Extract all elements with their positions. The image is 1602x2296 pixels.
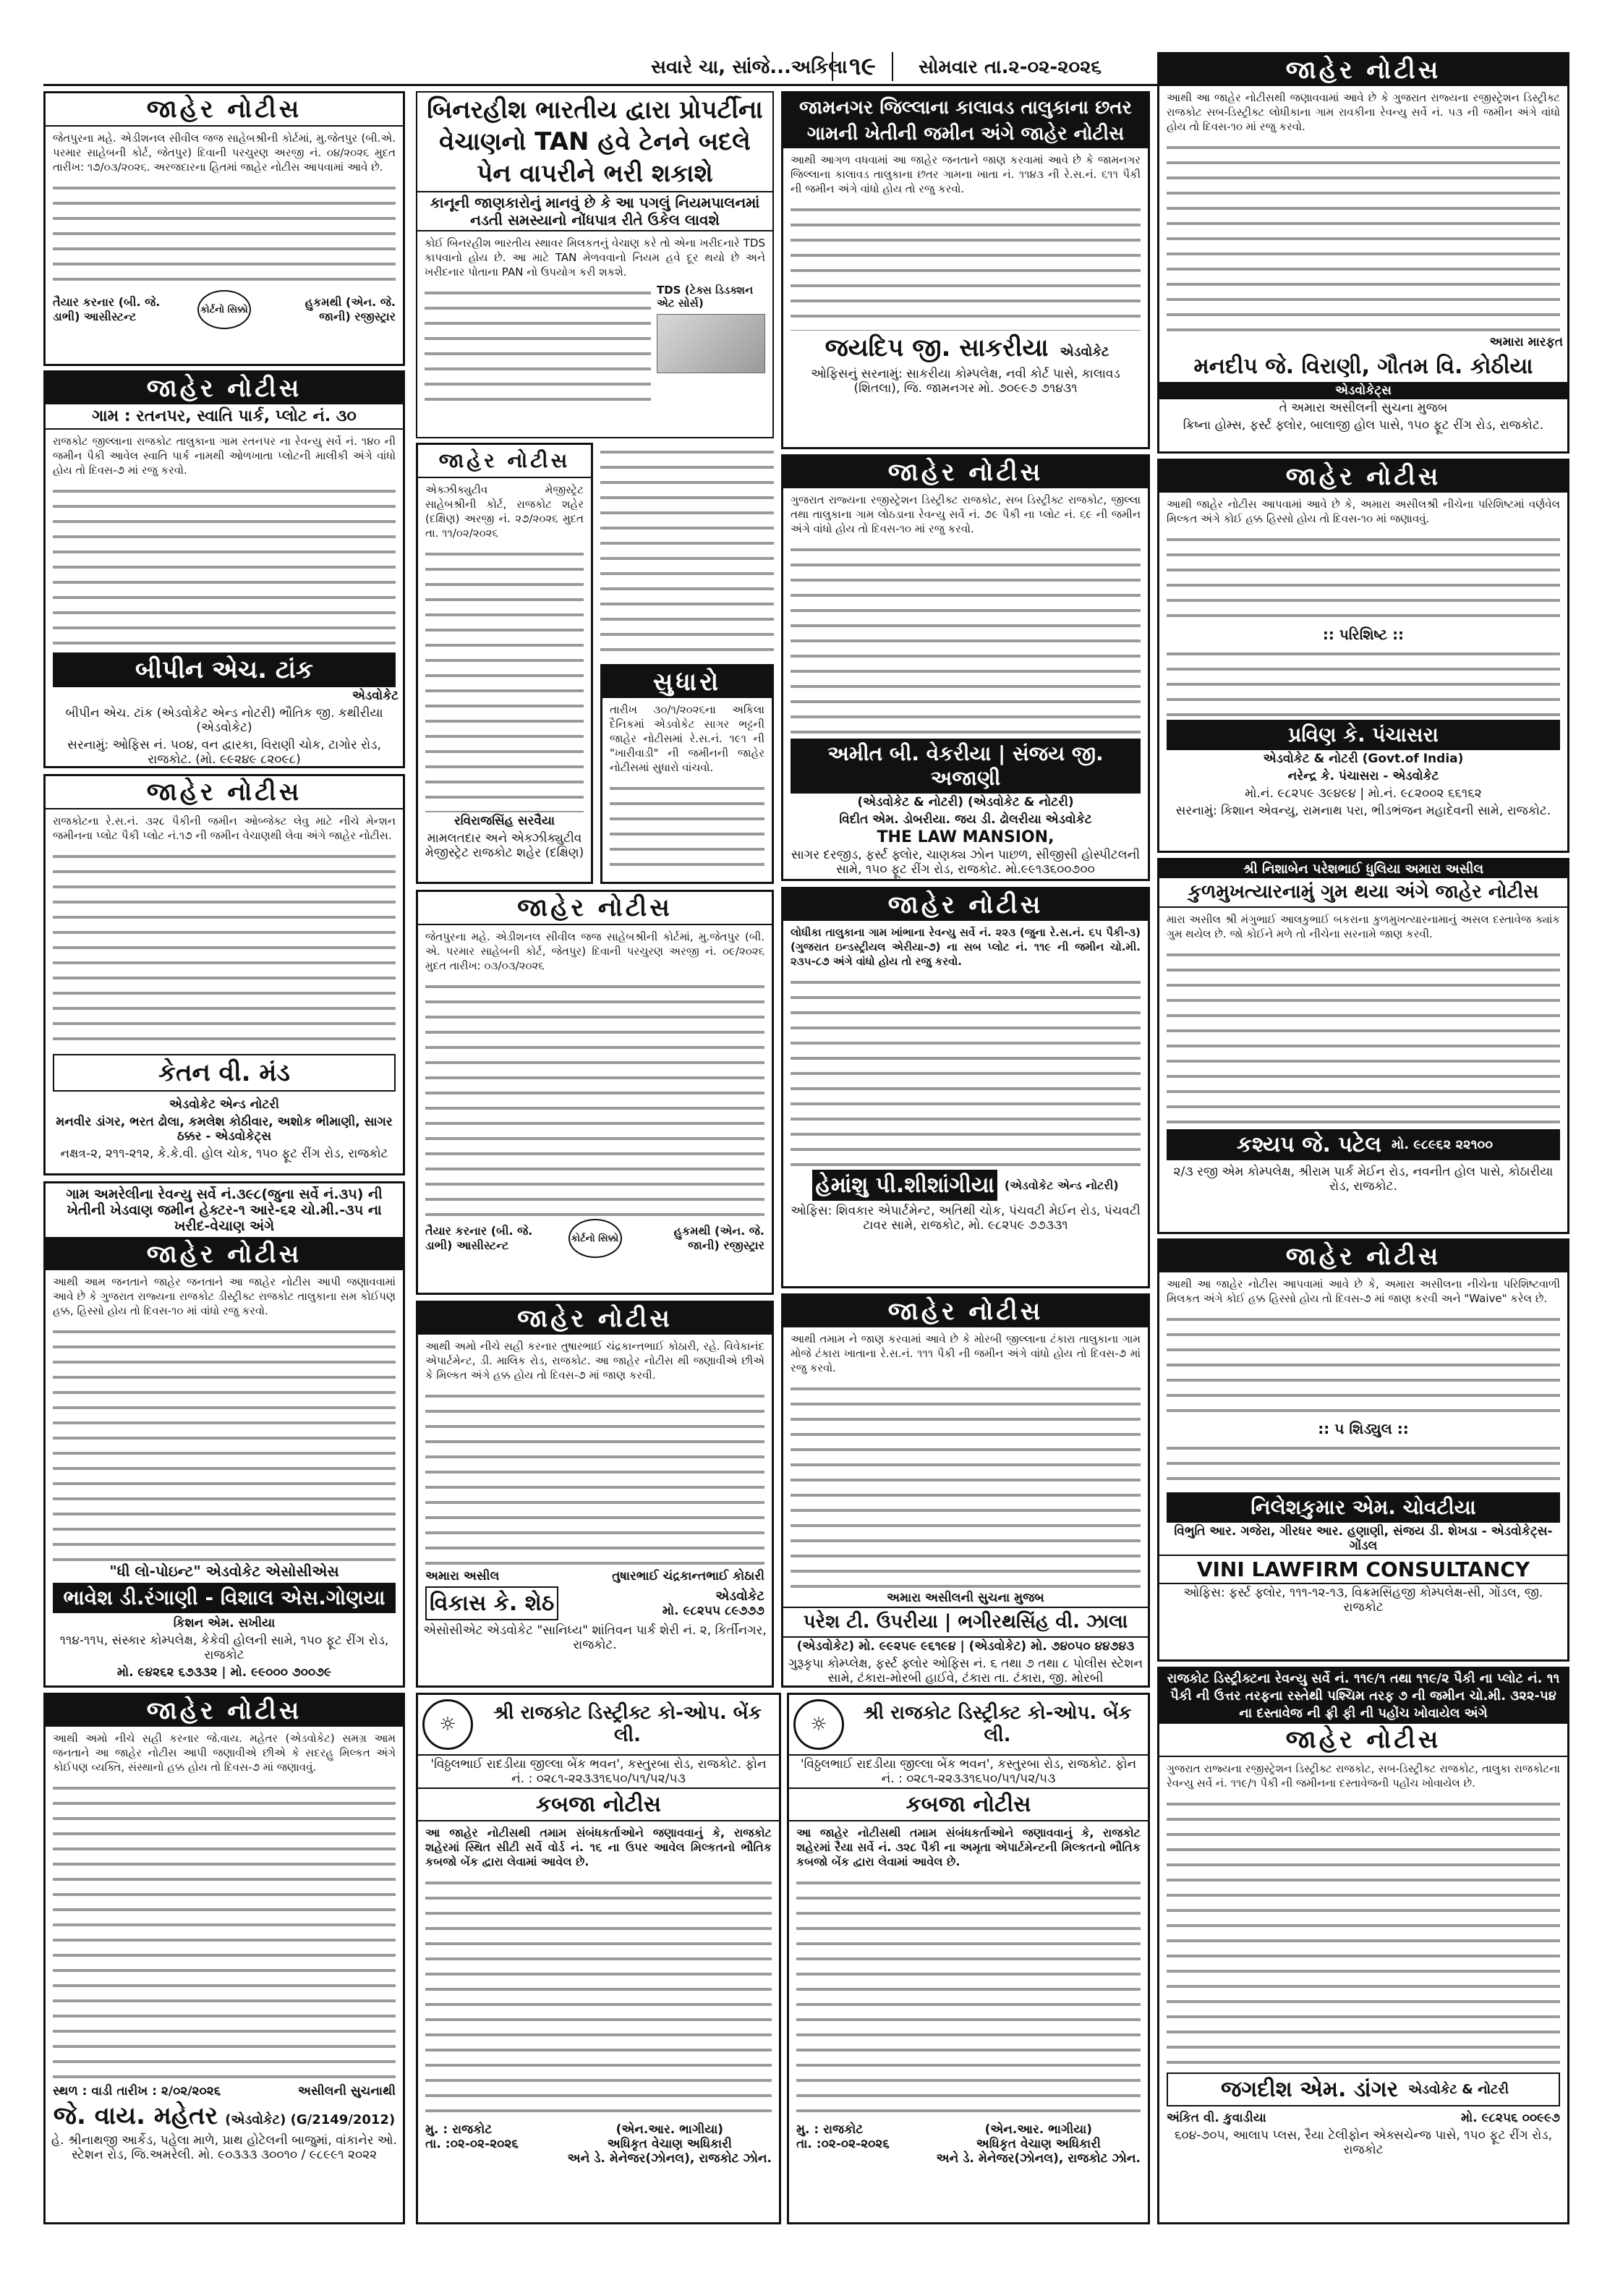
notice-body: આથી તમામ ને જાણ કરવામાં આવે છે કે મોરબી જીલ્લાના ટંકારા તાલુકાના ગામ મોજે ટંકારા ખાતાના રે.સ.નં. ૧૧૧ પૈકી ની જમીન અંગે વાંધો હોય તો દિવસ-૭ માં રજુ કરવો. [791, 1332, 1141, 1374]
article-nri-property-tan [416, 91, 774, 438]
advocate-address: ૬૦૪-૭૦૫, આલાપ પ્લસ, રૈયા ટેલીફોન એક્સચેન્જ પાસે, ૧૫૦ ફૂટ રીંગ રોડ, રાજકોટ [1174, 2128, 1552, 2157]
associate-advocate: નરેન્દ્ર કે. પંચાસરા - એડવોકેટ [1287, 769, 1439, 783]
advocate-signature: બીપીન એચ. ટાંક [53, 652, 396, 687]
advocate-signature: નિલેશકુમાર એમ. ચોવટીયા [1167, 1492, 1560, 1523]
notice-body: આથી અમો નીચે સહી કરનાર જે.વાય. મહેતર (એડવોકેટ) સમગ્ર આમ જનતાને આ જાહેર નોટીસ આપી જણાવીએ છીએ કે સદરહુ મિલ્કત અંગે કોઈપણ વ્યક્તિ, સંસ્થાનો હક્ક હોય તો દિવસ-૭ માં જણાવવું. [53, 1732, 396, 1774]
tds-label: TDS (ટેક્સ ડિડક્શન એટ સોર્સ) [657, 284, 754, 310]
notice-banner: શ્રી નિશાબેન પરેશભાઈ ધુલિયા અમારા અસીલ [1159, 860, 1567, 878]
advocate-signature: વિકાસ કે. શેઠ [425, 1586, 558, 1620]
officer-name: (એન.આર. ભાગીયા) [984, 2122, 1093, 2137]
notice-title: જાહેર નોટીસ [46, 776, 403, 809]
notice-body: આથી આગળ વધવામાં આ જાહેર જનતાને જાણ કરવામાં આવે છે કે જામનગર જિલ્લાના કાલાવડ તાલુકાના છતર ગામના ખાતા નં. ૧૧૪૩ ની રે.સ.નં. ૬૧૧ પૈકી ની જમીન અંગે વાંધો હોય તો રજુ કરવો. [791, 153, 1141, 195]
notice-body: આથી જાહેર નોટીસ આપવામાં આવે છે કે, અમારા અસીલશ્રી નીચેના પરિશિષ્ટમાં વર્ણવેલ મિલ્કત અંગે કોઈ હક્ક હિસ્સો હોય તો દિવસ-૧૦ માં જણાવવું. [1167, 498, 1560, 525]
notice-text-block [53, 482, 396, 648]
advocate-address: સરનામું: ઓફિસ નં. ૫૦૪, વન દ્વારકા, વિરાણી ચોક, ટાગોર રોડ, રાજકોટ. (મો. ૯૯૨૪૯ ૮૨૦૯૮) [67, 738, 381, 767]
bank-name: શ્રી રાજકોટ ડિસ્ટ્રીક્ટ કો-ઓપ. બેંક લી. [863, 1702, 1132, 1746]
notice-title: જાહેર નોટીસ [46, 93, 403, 127]
notice-lost-poa [1157, 858, 1569, 1234]
notice-place: મુ. : રાજકોટ [425, 2122, 493, 2137]
advocate-names: બીપીન એચ. ટાંક (એડવોકેટ એન્ડ નોટરી) ભૌતિક જી. કથીરીયા (એડવોકેટ) [65, 706, 383, 735]
notice-date: તા. :૦૨-૦૨-૨૦૨૬ [796, 2137, 890, 2151]
notice-title: જાહેર નોટીસ [46, 373, 403, 404]
notice-date-place: સ્થળ : વાડી તારીખ : ૨/૦૨/૨૦૨૬ [53, 2084, 221, 2099]
notice-text-block [425, 1874, 772, 2119]
notice-title: જાહેર નોટીસ [783, 456, 1148, 488]
advocate-address: સરનામું: કિશાન એવન્યુ, રામનાથ પરા, ભીડભંજન મહાદેવની સામે, રાજકોટ. [1175, 804, 1551, 818]
notice-khambha [781, 887, 1150, 1288]
notice-body: રાજકોટના રે.સ.નં. ૩૨૮ પૈકીની જમીન ઓબ્જેક્ટ લેવુ માટે નીચે મેન્શન જમીનના પ્લોટ પૈકી પ્લોટ નં.૧૭ ની જમીન વેચાણથી લેવા અંગે જાહેર નોટીસ. [53, 815, 396, 842]
advocate-address: સાગર દરજીડ, ફર્સ્ટ ફ્લોર, ચાણક્ય ઝોન પાછળ, સીજીસી હોસ્પીટલની સામે, ૧૫૦ ફૂટ રીંગ રોડ, રાજકોટ. મો.૯૯૧૩૬૦૦૭૦૦ [791, 848, 1141, 877]
advocate-address: ૨/૩ રજી એમ કોમ્પલેક્ષ, શ્રીરામ પાર્ક મેઈન રોડ, નવનીત હોલ પાસે, કોઠારીયા રોડ, રાજકોટ. [1173, 1165, 1554, 1194]
notice-body: એક્ઝીક્યુટીવ મેજીસ્ટ્રેટ સાહેબશ્રીની કોર્ટ, રાજકોટ શહેર (દક્ષિણ) અરજી નં. ૨૭/૨૦૨૬ મુદત તા. ૧૧/૦૨/૨૦૨૬ [425, 483, 584, 540]
advocate-address: એસોસીએટ એડવોકેટ "સાનિધ્ય" શાંતિવન પાર્ક શેરી નં. ૨, કિર્તીનગર, રાજકોટ. [423, 1623, 767, 1652]
notice-title: જાહેર નોટીસ [46, 1238, 403, 1270]
officer-title: અધિકૃત વેચાણ અધિકારી [607, 2137, 732, 2151]
notice-ravki [1157, 52, 1569, 454]
notice-jetpur-court-1 [43, 91, 405, 366]
advocate-signature: ભાવેશ ડી.રંગાણી - વિશાલ એસ.ગોણયા [53, 1583, 396, 1613]
notice-text-block [791, 540, 1141, 736]
law-firm: "ધી લો-પોઇન્ટ" એડવોકેટ એસોસીએસ [109, 1562, 339, 1580]
notice-title: જાહેર નોટીસ [1159, 461, 1567, 493]
associate-advocates: વિભુતિ આર. ગજેરા, ગીરધર આર. હણાણી, સંજય ડી. શેખડા - એડવોકેટ્સ-ગોંડલ [1174, 1524, 1553, 1553]
article-headline: બિનરહીશ ભારતીય દ્વારા પ્રોપર્ટીના વેચાણનો TAN હવે ટેનને બદલે પેન વાપરીને ભરી શકાશે [427, 95, 763, 188]
notice-text-block [791, 200, 1141, 331]
pan-card-image [657, 314, 765, 373]
notice-text-block [791, 1379, 1141, 1589]
notice-headline: જામનગર જિલ્લાના કાલાવડ તાલુકાના છતર ગામની ખેતીની જમીન અંગે જાહેર નોટીસ [783, 93, 1148, 148]
client-note: તે અમારા અસીલની સુચના મુજબ [1279, 401, 1448, 415]
notice-body: ગુજરાત રાજ્યના રજીસ્ટ્રેશન ડિસ્ટ્રીક્ટ રાજકોટ, સબ-ડિસ્ટ્રીક્ટ રાજકોટ, તાલુકા રાજકોટના રેવન્યુ સર્વે નં. ૧૧૯/૧ પૈકી ની જમીનના દસ્તાવેજની પહોંચ ખોવાયેલ છે. [1167, 1762, 1560, 1790]
advocate-address: ઓફિસ: ફર્સ્ટ ફ્લોર, ૧૧૧-૧૨-૧૩, વિક્રમસિંહજી કોમ્પલેક્ષ-સી, ગોંડલ, જી. રાજકોટ [1183, 1586, 1543, 1615]
bank-address: 'વિઠ્ઠલભાઈ રાદડીયા જીલ્લા બેંક ભવન', કસ્તુરબા રોડ, રાજકોટ. ફોન નં. : ૦૨૮૧-૨૨૩૩૧૬૫૦/૫૧/૫૨/૫૩ [418, 1756, 779, 1789]
advocate-signatures: અમીત બી. વેકરીયા | સંજય જી. અજાણી [791, 739, 1141, 794]
notice-jetpur-court-2 [416, 890, 774, 1295]
notice-body: આથી આ જાહેર નોટીસ આપવામાં આવે છે કે, અમારા અસીલના નીચેના પરિશિષ્ટવાળી મિલકત અંગે કોઈ હક્ક હિસ્સો હોય તો દિવસ-૭ માં જાણ કરવી અને "Waive" કરેલ છે. [1167, 1277, 1560, 1305]
notice-body: લોધીકા તાલુકાના ગામ ખાંભાના રેવન્યુ સર્વે નં. ૨૨૩ (જુના રે.સ.નં. ૬૫ પૈકી-૩) (ગુજરાત ઇન્ડસ્ટ્રીયલ એરીયા-૭) ના સબ પ્લોટ નં. ૧૧૯ ની જમીન ચો.મી. ૨૩૫-૮૭ અંગે વાંધો હોય તો રજુ કરવો. [791, 926, 1141, 968]
schedule-text-block [1167, 645, 1560, 717]
correction-notice [600, 664, 774, 884]
notice-title: કુળમુખત્યારનામું ગુમ થયા અંગે જાહેર નોટીસ [1159, 878, 1567, 908]
article-subhead: કાનૂની જાણકારોનું માનવું છે કે આ પગલું નિયમપાલનમાં નડતી સમસ્યાનો નોંધપાત્ર રીતે ઉકેલ લાવશે [417, 191, 772, 231]
associate-advocate: અંકિત વી. કુવાડીયા [1167, 2111, 1266, 2125]
notice-body: મારા અસીલ શ્રી મંગુભાઈ આલકુભાઈ બકરાના કુળમુખત્યારનામાનું અસલ દસ્તાવેજ ક્યાંક ગુમ થયેલ છે. જો કોઈને મળે તો નીચેના સરનામે જાણ કરવી. [1167, 913, 1560, 940]
notice-body: આથી અમો નીચે સહી કરનાર તુષારભાઈ ચંદ્રકાન્તભાઈ કોઠારી, રહે. વિવેકાનંદ એપાર્ટમેન્ટ, ડી. માલિક રોડ, રાજકોટ. આ જાહેર નોટીસ થી જણાવીએ છીએ કે મિલ્કત અંગે હક્ક હોય તો દિવસ-૭ માં જાણ કરવી. [425, 1340, 764, 1382]
advocate-designation: એડવોકેટ [1060, 344, 1109, 360]
court-stamp: કોર્ટનો સિક્કો [197, 290, 251, 329]
notice-text-block [796, 1874, 1141, 2119]
correction-title: સુધારો [602, 666, 772, 698]
notice-amreli-land [43, 1181, 405, 1688]
notice-title: જાહેર નોટીસ [1159, 1724, 1567, 1757]
law-firm: THE LAW MANSION, [877, 828, 1054, 846]
issue-date: સોમવાર તા.૨-૦૨-૨૦૨૬ [919, 56, 1102, 78]
advocate-signature: કેતન વી. મંડ [53, 1054, 396, 1092]
advocate-signature: કશ્યપ જે. પટેલ [1236, 1132, 1382, 1157]
notice-jamnagar-chhatar [781, 91, 1150, 449]
advocate-designation: એડવોકેટ & નોટરી (Govt.of India) [1263, 752, 1464, 766]
advocate-designation: એડવોકેટ [351, 689, 399, 703]
notice-title: જાહેર નોટીસ [46, 1695, 403, 1727]
notice-chovatiya [1157, 1238, 1569, 1662]
notice-title: જાહેર નોટીસ [1159, 54, 1567, 86]
schedule-text-block [1167, 1439, 1560, 1489]
schedule-heading: :: ૫ શિડ્યુલ :: [1318, 1420, 1409, 1437]
advocate-designation: એડવોકેટ્સ [1159, 382, 1567, 399]
associate-advocates: વિદીત એમ. ડોબરીયા. જય ડી. ઢોલરીયા એડવોકેટ [839, 812, 1092, 827]
notice-title: જાહેર નોટીસ [418, 445, 591, 478]
notice-banner: ગામ અમરેલીના રેવન્યુ સર્વે નં.૩૯૮(જુના સર્વે નં.૩૫) ની ખેતીની ખેડવાણ જમીન હેક્ટર-૧ આરે-૬૨ ચો.મી.-૩૫ ના ખરીદ-વેચાણ અંગે [46, 1183, 403, 1238]
advocate-address: નક્ષત્ર-૨, ૨૧૧-૨૧૨, કે.કે.વી. હોલ ચોક, ૧૫૦ ફૂટ રીંગ રોડ, રાજકોટ [60, 1147, 388, 1161]
advocate-designation: એડવોકેટ એન્ડ નોટરી [169, 1097, 280, 1112]
advocate-address: ઓફિસનું સરનામું: સાકરીયા કોમ્પલેક્ષ, નવી કોર્ટ પાસે, કાલાવડ (શિતલા), જિ. જામનગર મો. ૭૦૯૯૭ ૭૧૪૩૧ [811, 367, 1120, 396]
notice-panchasara [1157, 459, 1569, 853]
advocate-signature: જયદિપ જી. સાકરીયા [825, 333, 1049, 362]
advocate-signature: મનદીપ જે. વિરાણી, ગૌતમ વિ. કોઠીયા [1193, 354, 1533, 379]
notice-subtitle: ગામ : રતનપર, સ્વાતિ પાર્ક, પ્લોટ નં. ૩૦ [46, 404, 403, 430]
notice-amreli-mehtar [43, 1693, 405, 2224]
notice-title: જાહેર નોટીસ [1159, 1241, 1567, 1272]
notice-text-block [53, 1322, 396, 1561]
notice-body: જેતપુરના મહે. એડીશનલ સીવીલ જજ સાહેબશ્રીની કોર્ટમાં, મુ.જેતપુર (બી.એ. પરમાર સાહેબની કોર્ટ, જેતપુર) દિવાની પરચુરણ અરજી નં. ૦૪/૨૦૨૬ મુદત તારીખ: ૧૭/૦૩/૨૦૨૬. અરજદારના હિતમાં જાહેર નોટીસ આપવામાં આવે છે. [53, 132, 396, 174]
advocate-phone: મો. ૯૮૨૫૬ ૦૦૯૯૭ [1460, 2111, 1560, 2125]
notice-lothada [781, 454, 1150, 881]
officer-office: અને ડે. મેનેજર(ઝોનલ), રાજકોટ ઝોન. [936, 2151, 1141, 2166]
notice-banner: રાજકોટ ડિસ્ટ્રીક્ટના રેવન્યુ સર્વે નં. ૧૧૯/૧ તથા ૧૧૯/૨ પૈકી ના પ્લોટ નં. ૧૧ પૈકી ની ઉત્તર તરફના રસ્તેથી પશ્ચિમ તરફ ૭ ની જમીન ચો.મી. ૩૨૨-૫૪ ના દસ્તાવેજ ની ફ્રી ફી ની પહોંચ ખોવાયેલ અંગે [1159, 1669, 1567, 1724]
bank-logo-icon: ☼ [422, 1699, 473, 1750]
article-text-block [600, 443, 774, 660]
possession-title: કબજા નોટીસ [418, 1789, 779, 1821]
advocate-designations: (એડવોકેટ & નોટરી) (એડવોકેટ & નોટરી) [857, 795, 1074, 809]
advocate-signature: પ્રવિણ કે. પંચાસરા [1167, 720, 1560, 750]
prepared-by: તૈયાર કરનાર (બી. જે. ડાભી) આસીસ્ટન્ટ [425, 1224, 533, 1252]
correction-body: તારીખ ૩૦/૧/૨૦૨૬ના અકિલા દૈનિકમાં એડવોકેટ સાગર ભટ્ટની જાહેર નોટીસમાં રે.સ.નં. ૧૯૧ ની "ખારીવાડી" ની જમીનની જાહેર નોટીસમાં સુધારો વાંચવો. [610, 703, 764, 774]
notice-place: મુ. : રાજકોટ [796, 2122, 864, 2137]
client-instruction: અમારા મારફત [1489, 335, 1563, 349]
notice-title: જાહેર નોટીસ [783, 1296, 1148, 1327]
notice-title: જાહેર નોટીસ [418, 892, 772, 925]
notice-body: ગુજરાત રાજ્યના રજીસ્ટ્રેશન ડિસ્ટ્રીક્ટ રાજકોટ, સબ ડિસ્ટ્રીક્ટ રાજકોટ, જીલ્લા તથા તાલુકાના ગામ લોઠડાના રેવન્યુ સર્વે નં. ૭૯ પૈકી ના પ્લોટ નં. ૬૯ ની જમીન અંગે વાંધો હોય તો દિવસ-૧૦ માં રજુ કરવો. [791, 493, 1141, 535]
advocate-address: ગુરૂકૃપા કોમ્પ્લેક્ષ, ફર્સ્ટ ફ્લોર ઓફિસ નં. ૬ તથા ૭ તથા ૮ પોલીસ સ્ટેશન સામે, ટંકારા-મોરબી હાઈવે, ટંકારા તા. ટંકારા, જી. મોરબી [788, 1657, 1143, 1685]
bank-address: 'વિઠ્ઠલભાઈ રાદડીયા જીલ્લા બેંક ભવન', કસ્તુરબા રોડ, રાજકોટ. ફોન નં. : ૦૨૮૧-૨૨૩૩૧૬૫૦/૫૧/૫૨/૫૩ [789, 1756, 1148, 1789]
advocate-address: ૧૧૪-૧૧૫, સંસ્કાર કોમ્પલેક્ષ, કેકેવી હોલની સામે, ૧૫૦ ફૂટ રીંગ રોડ, રાજકોટ [59, 1633, 389, 1662]
notice-text-block [53, 179, 396, 287]
notice-text-block [610, 779, 764, 866]
advocate-phones: મો.નં. ૯૮૨૫૯ ૩૯૪૯૪ | મો.નં. ૯૮૨૦૦૨ ૬૬૧૬૨ [1245, 786, 1482, 801]
prepared-by: તૈયાર કરનાર (બી. જે. ડાભી) આસીસ્ટન્ટ [53, 295, 161, 323]
page-number: ૧૯ [832, 52, 893, 81]
notice-text-block [1167, 1310, 1560, 1419]
magistrate-designation: મામલતદાર અને એક્ઝીક્યુટીવ મેજીસ્ટ્રેટ રાજકોટ શહેર (દક્ષિણ) [425, 831, 584, 860]
client-label: અમારા અસીલ [425, 1569, 500, 1583]
notice-body: આથી આ જાહેર નોટીસથી જણાવવામાં આવે છે કે ગુજરાત રાજ્યના રજીસ્ટ્રેશન ડિસ્ટ્રીક્ટ રાજકોટ સબ-ડિસ્ટ્રીક્ટ લોધીકાના ગામ રાવકીના રેવન્યુ સર્વે નં. ૫૩ ની જમીન અંગે વાંધો હોય તો દિવસ-૧૦ માં રજુ કરવો. [1167, 91, 1560, 133]
article-text-block [425, 284, 651, 407]
notice-text-block [791, 973, 1141, 1168]
notice-title: જાહેર નોટીસ [783, 889, 1148, 921]
possession-body: આ જાહેર નોટીસથી તમામ સંબંધકર્તાઓને જણાવવાનું કે, રાજકોટ શહેરમાં સ્થિત સીટી સર્વે વોર્ડ નં. ૧૬ ના ઉપર આવેલ મિલ્કતનો ભૌતિક કબજો બેંક દ્વારા લેવામાં આવેલ છે. [425, 1826, 772, 1868]
article-body: કોઈ બિનરહીશ ભારતીય સ્થાવર મિલકતનું વેચાણ કરે તો એના ખરીદનારે TDS કાપવાનો હોય છે. આ માટે TAN મેળવવાનો નિયમ હવે દૂર થયો છે અને ખરીદનાર પોતાના PAN નો ઉપયોગ કરી શકશે. [425, 237, 765, 279]
notice-text-block [53, 1779, 396, 2083]
masthead: સવારે ચા, સાંજે...અકિલા [651, 56, 848, 78]
notice-title: જાહેર નોટીસ [418, 1303, 772, 1335]
officer-title: અધિકૃત વેચાણ અધિકારી [976, 2137, 1101, 2151]
advocate-designation: એડવોકેટ & નોટરી [1408, 2082, 1509, 2097]
notice-tankara [781, 1293, 1150, 1688]
notice-body: જેતપુરના મહે. એડીશનલ સીવીલ જજ સાહેબશ્રીની કોર્ટમાં, મુ.જેતપુર (બી. એ. પરમાર સાહેબની કોર્ટ, જેતપુર) દિવાની પરચુરણ અરજી નં. ૦૯/૨૦૨૬ મુદત તારીખ: ૦૩/૦૩/૨૦૨૬ [425, 930, 764, 972]
client-instruction: અમારા અસીલની સુચના મુજબ [887, 1591, 1044, 1605]
magistrate-name: રવિરાજસિંહ સરવૈયા [453, 814, 555, 828]
possession-title: કબજા નોટીસ [789, 1789, 1148, 1821]
advocate-designation: એડવોકેટ [715, 1589, 764, 1604]
notice-text-block [1167, 1795, 1560, 2070]
advocate-phone: મો. ૯૮૨૫૫ ૮૯૭૭૭ [662, 1604, 764, 1618]
advocate-signature: હેમાંશુ પી.શીશાંગીયા [812, 1170, 997, 1201]
notice-rajkot-plot-17 [43, 774, 405, 1175]
notice-text-block [425, 545, 584, 812]
bank-possession-notice-2 [787, 1693, 1150, 2224]
client-instruction: અસીલની સુચનાથી [298, 2084, 396, 2099]
associate-advocates: મનવીર ડાંગર, ભરત ઢોલા, કમલેશ કોઠીવાર, અશોક ભીમાણી, સાગર ઠક્કર - એડવોકેટ્સ [56, 1115, 393, 1144]
ordered-by: હુકમથી (એન. જે. જાની) રજીસ્ટ્રાર [673, 1224, 764, 1252]
notice-text-block [425, 977, 764, 1216]
bank-logo-icon: ☼ [793, 1699, 844, 1750]
court-stamp: કોર્ટનો સિક્કો [568, 1219, 622, 1258]
advocate-signature: જે. વાય. મહેતર [53, 2101, 218, 2130]
officer-name: (એન.આર. ભાગીયા) [615, 2122, 724, 2137]
advocate-address: ક્રિષ્ના હોમ્સ, ફર્સ્ટ ફ્લોર, બાલાજી હોલ પાસે, ૧૫૦ ફૂટ રીંગ રોડ, રાજકોટ. [1183, 418, 1544, 433]
article-text-column [600, 443, 774, 660]
client-name: તુષારભાઈ ચંદ્રકાન્તભાઈ કોઠારી [612, 1569, 764, 1583]
notice-text-block [53, 847, 396, 1050]
notice-executive-magistrate [416, 443, 593, 884]
notice-date: તા. :૦૨-૦૨-૨૦૨૬ [425, 2137, 519, 2151]
bank-possession-notice-1 [416, 1693, 781, 2224]
notice-body: રાજકોટ જીલ્લાના રાજકોટ તાલુકાના ગામ રતનપર ના રેવન્યુ સર્વે નં. ૧૪૦ ની જમીન પૈકી આવેલ સ્વાતિ પાર્ક નામથી ઓળખાતા પ્લોટની માલીકી અંગે વાંધો હોય તો દિવસ-૭ માં રજુ કરવો. [53, 435, 396, 477]
notice-body: આથી આમ જનતાને જાહેર જનતાને આ જાહેર નોટીસ આપી જણાવવામાં આવે છે કે ગુજરાત રાજ્યના રાજકોટ ડીસ્ટ્રીક્ટ રાજકોટ તાલુકાના સમ કોઈપણ હક્ક, હિસ્સો હોય તો દિવસ-૧૦ માં વાંધો રજુ કરવો. [53, 1275, 396, 1317]
notice-ratanpar [43, 370, 405, 768]
schedule-heading: :: પરિશિષ્ટ :: [1322, 626, 1405, 643]
notice-vikas-sheth [416, 1301, 774, 1688]
notice-text-block [1167, 138, 1560, 333]
advocate-signature: જગદીશ એમ. ડાંગર [1221, 2077, 1399, 2102]
notice-text-block [1167, 945, 1560, 1126]
advocate-designation: (એડવોકેટ એન્ડ નોટરી) [1004, 1178, 1119, 1192]
notice-text-block [425, 1387, 764, 1568]
bank-name: શ્રી રાજકોટ ડિસ્ટ્રીક્ટ કો-ઓપ. બેંક લી. [493, 1702, 762, 1746]
advocate-designations: (એડવોકેટ) મો. ૯૯૨૫૯ ૯૬૧૯૪ | (એડવોકેટ) મો. ૭૪૦૫૦ ૪૪૭૪૩ [796, 1639, 1135, 1654]
possession-body: આ જાહેર નોટીસથી તમામ સંબંધકર્તાઓને જણાવવાનું કે, રાજકોટ શહેરમાં રૈયા સર્વે નં. ૩૨૮ પૈકી ના અમૃતા એપાર્ટમેન્ટની મિલ્કતનો ભૌતિક કબજો બેંક દ્વારા લેવામાં આવેલ છે. [796, 1826, 1141, 1868]
law-firm: VINI LAWFIRM CONSULTANCY [1159, 1555, 1567, 1584]
notice-text-block [1167, 530, 1560, 624]
advocate-phones: મો. ૯૪૨૬૨ ૬૭૩૩૨ | મો. ૯૯૦૦૦ ૭૦૦૭૯ [116, 1665, 332, 1680]
notice-lost-receipt [1157, 1667, 1569, 2224]
officer-office: અને ડે. મેનેજર(ઝોનલ), રાજકોટ ઝોન. [567, 2151, 772, 2166]
advocate-designation: (એડવોકેટ) (G/2149/2012) [225, 2112, 396, 2127]
advocate-signatures: પરેશ ટી. ઉપરીયા | ભગીરથસિંહ વી. ઝાલા [783, 1607, 1148, 1638]
advocate-address: હે. શ્રીનાથજી આર્કેડ, પહેલા માળે, પ્રાથ હોટેલની બાજુમાં, વાંકાનેર ઓ. સ્ટેશન રોડ, જિ.અમરેલી. મો. ૯૦૩૩૩ ૩૦૦૧૦ / ૯૮૯૯૧ ૨૦૨૨ [51, 2133, 397, 2162]
associate-advocate: કિશન એમ. સખીયા [173, 1616, 276, 1630]
advocate-address: ઓફિસ: શિવકાર એપાર્ટમેન્ટ, અતિથી ચોક, પંચવટી મેઈન રોડ, પંચવટી ટાવર સામે, રાજકોટ, મો. ૯૮૨૫૯ ૭૭૩૩૧ [791, 1204, 1141, 1233]
ordered-by: હુકમથી (એન. જે. જાની) રજીસ્ટ્રાર [304, 295, 396, 323]
advocate-phone: મો. ૯૮૯૬૨ ૨૨૧૦૦ [1392, 1137, 1494, 1152]
